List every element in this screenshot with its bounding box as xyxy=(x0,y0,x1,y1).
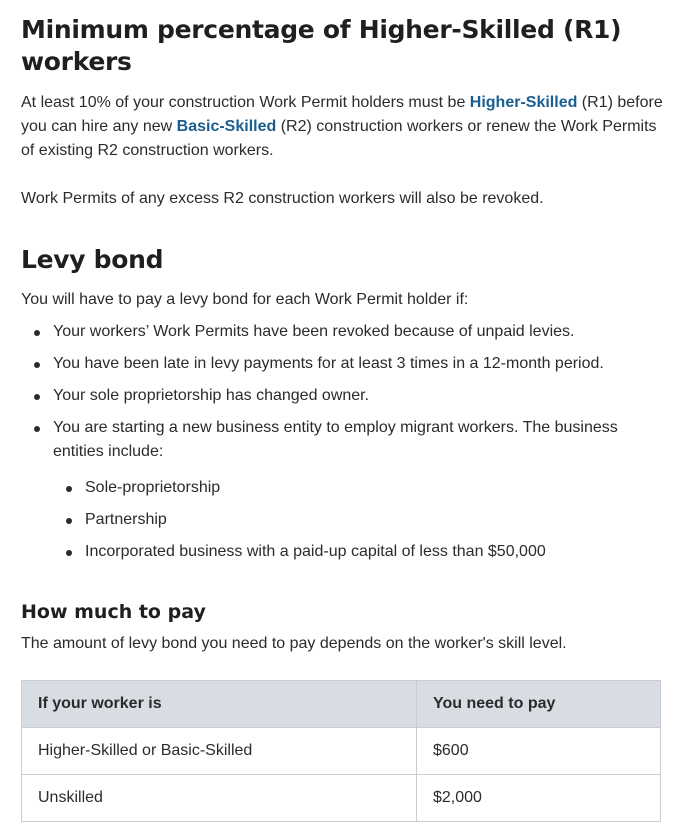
paragraph-text: (R2) construction workers or renew the Work Permits of existing R2 construction workers. xyxy=(21,118,657,159)
list-item: Your sole proprietorship has changed owner. xyxy=(21,384,663,408)
main-content xyxy=(21,0,663,822)
revocation-paragraph: Work Permits of any excess R2 construction workers will also be revoked. xyxy=(21,190,544,207)
list-item: Partnership xyxy=(21,508,663,532)
r1-paragraph xyxy=(21,91,663,163)
levy-bond-conditions-list xyxy=(21,320,663,464)
list-item: You have been late in levy payments for at least 3 times in a 12-month period. xyxy=(21,352,663,376)
title-line: Minimum percentage of Higher-Skilled (R1) xyxy=(21,15,622,44)
table-header-pay: You need to pay xyxy=(417,681,661,728)
table-row xyxy=(22,775,661,822)
list-item: Your workers’ Work Permits have been revoked because of unpaid levies. xyxy=(21,320,663,344)
levy-bond-table xyxy=(21,680,661,822)
list-item: Incorporated business with a paid-up capital of less than $50,000 xyxy=(21,540,663,564)
list-item: You are starting a new business entity to employ migrant workers. The business entities include: xyxy=(21,416,663,464)
table-cell: Higher-Skilled or Basic-Skilled xyxy=(22,728,417,775)
table-header-worker: If your worker is xyxy=(22,681,417,728)
table-cell: $2,000 xyxy=(417,775,661,822)
paragraph-text: At least 10% of your construction Work Permit holders must be xyxy=(21,94,470,111)
levy-bond-intro: You will have to pay a levy bond for each Work Permit holder if: xyxy=(21,291,469,308)
basic-skilled-link[interactable]: Basic-Skilled xyxy=(176,118,277,135)
how-much-intro: The amount of levy bond you need to pay depends on the worker's skill level. xyxy=(21,635,567,652)
business-entities-list xyxy=(21,476,663,564)
paragraph-text: (R1) before you can hire any new xyxy=(21,94,663,135)
table-row xyxy=(22,728,661,775)
table-header-row xyxy=(22,681,661,728)
table-cell: $600 xyxy=(417,728,661,775)
section-title-how-much: How much to pay xyxy=(21,601,206,623)
table-cell: Unskilled xyxy=(22,775,417,822)
list-item: Sole-proprietorship xyxy=(21,476,663,500)
section-title-r1 xyxy=(21,14,663,78)
section-title-levy-bond: Levy bond xyxy=(21,245,164,274)
higher-skilled-link[interactable]: Higher-Skilled xyxy=(469,94,578,111)
title-line: workers xyxy=(21,47,132,76)
